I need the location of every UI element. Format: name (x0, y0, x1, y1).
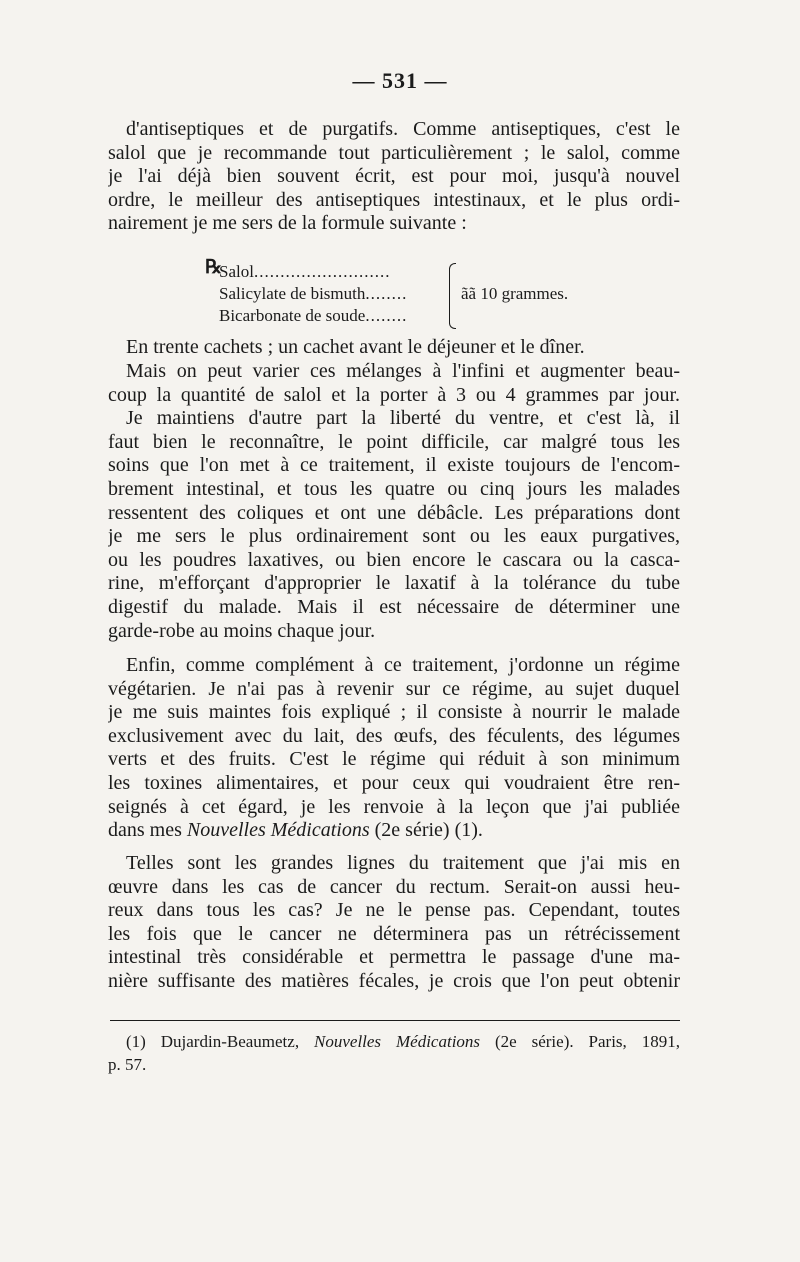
footnote (108, 1030, 680, 1076)
leader-dots: ........ (365, 306, 408, 325)
footnote-line (108, 1030, 680, 1053)
text-line: reux dans tous les cas? Je ne le pense pas. Cependant, toutes (108, 899, 680, 922)
book-title: Nouvelles Médications (314, 1032, 481, 1051)
text-line: nière suffisante des matières fécales, je crois que l'on peut obtenir (108, 969, 680, 992)
paragraph-conclusion (108, 852, 680, 994)
ingredient-line (219, 305, 407, 327)
ingredient-name: Salol (219, 262, 254, 281)
recipe-symbol: ℞ (205, 257, 223, 278)
paragraph-antiseptiques (108, 118, 680, 236)
text-line: digestif du malade. Mais il est nécessaire de déterminer une (108, 595, 680, 618)
book-title: Nouvelles Médications (186, 819, 370, 842)
text-line: je me suis maintes fois expliqué ; il consiste à nourrir le malade (108, 701, 680, 724)
paragraph-cachets (108, 336, 680, 360)
text-line: les toxines alimentaires, et pour ceux qui voudraient être ren- (108, 771, 680, 794)
text-line (108, 819, 680, 843)
footnote-divider (110, 1020, 680, 1021)
text-line: les fois que le cancer ne déterminera pas un rétrécissement (108, 922, 680, 945)
text-line: œuvre dans les cas de cancer du rectum. Serait-on aussi heu- (108, 875, 680, 898)
text-line: Enfin, comme complément à ce traitement, j'ordonne un régime (126, 654, 680, 676)
text-line: salol que je recommande tout particulièrement ; le salol, comme (108, 141, 680, 164)
text-run: (2e série). Paris, 1891, (480, 1032, 680, 1051)
leader-dots: ........ (365, 284, 408, 303)
text-line: d'antiseptiques et de purgatifs. Comme antiseptiques, c'est le (126, 118, 680, 140)
prescription-formula (205, 257, 625, 333)
text-line: je me sers le plus ordinairement sont ou les eaux purgatives, (108, 525, 680, 548)
text-line: brement intestinal, et tous les quatre ou cinq jours les malades (108, 477, 680, 500)
ingredient-name: Salicylate de bismuth (219, 284, 366, 303)
ingredient-line (219, 261, 390, 283)
text-run: dans mes (108, 819, 187, 842)
page-number: — 531 — (352, 68, 448, 93)
text-line: garde-robe au moins chaque jour. (108, 619, 376, 642)
ingredient-line (219, 283, 407, 305)
text-line: soins que l'on met à ce traitement, il existe toujours de l'encom- (108, 454, 680, 477)
text-line: verts et des fruits. C'est le régime qui réduit à son minimum (108, 748, 680, 771)
text-line: ressentent des coliques et ont une débâcle. Les préparations dont (108, 501, 680, 524)
text-line: rine, m'efforçant d'approprier le laxatif à la tolérance du tube (108, 572, 680, 595)
text-run: (1) Dujardin-Beaumetz, (126, 1032, 315, 1051)
text-line: exclusivement avec du lait, des œufs, des féculents, des légumes (108, 724, 680, 747)
text-line: ou les poudres laxatives, ou bien encore le cascara ou la casca- (108, 548, 680, 571)
text-line: En trente cachets ; un cachet avant le déjeuner et le dîner. (126, 336, 585, 358)
text-line: Telles sont les grandes lignes du traitement que j'ai mis en (126, 852, 680, 874)
text-line: coup la quantité de salol et la porter à 3 ou 4 grammes par jour. (108, 383, 680, 406)
text-line: seignés à cet égard, je les renvoie à la leçon que j'ai publiée (108, 795, 680, 818)
brace (449, 263, 456, 329)
text-line: Je maintiens d'autre part la liberté du ventre, et c'est là, il (126, 407, 680, 430)
paragraph-laxatifs (108, 360, 680, 643)
text-line: nairement je me sers de la formule suivante : (108, 212, 467, 235)
paragraph-regime (108, 654, 680, 843)
text-line: Mais on peut varier ces mélanges à l'infini et augmenter beau- (126, 360, 680, 382)
text-line: je l'ai déjà bien souvent écrit, est pour moi, jusqu'à nouvel (108, 165, 680, 188)
text-line: faut bien le reconnaître, le point difficile, car malgré tous les (108, 430, 680, 453)
text-line: végétarien. Je n'ai pas à revenir sur ce régime, au sujet duquel (108, 677, 680, 700)
ingredient-name: Bicarbonate de soude (219, 306, 366, 325)
formula-quantity: ãã 10 grammes. (461, 284, 569, 303)
leader-dots: .......................... (253, 262, 391, 281)
text-run: (2e série) (1). (369, 819, 483, 842)
text-line: ordre, le meilleur des antiseptiques intestinaux, et le plus ordi- (108, 188, 680, 211)
footnote-line: p. 57. (108, 1055, 147, 1074)
text-line: intestinal très considérable et permettra le passage d'une ma- (108, 946, 680, 969)
